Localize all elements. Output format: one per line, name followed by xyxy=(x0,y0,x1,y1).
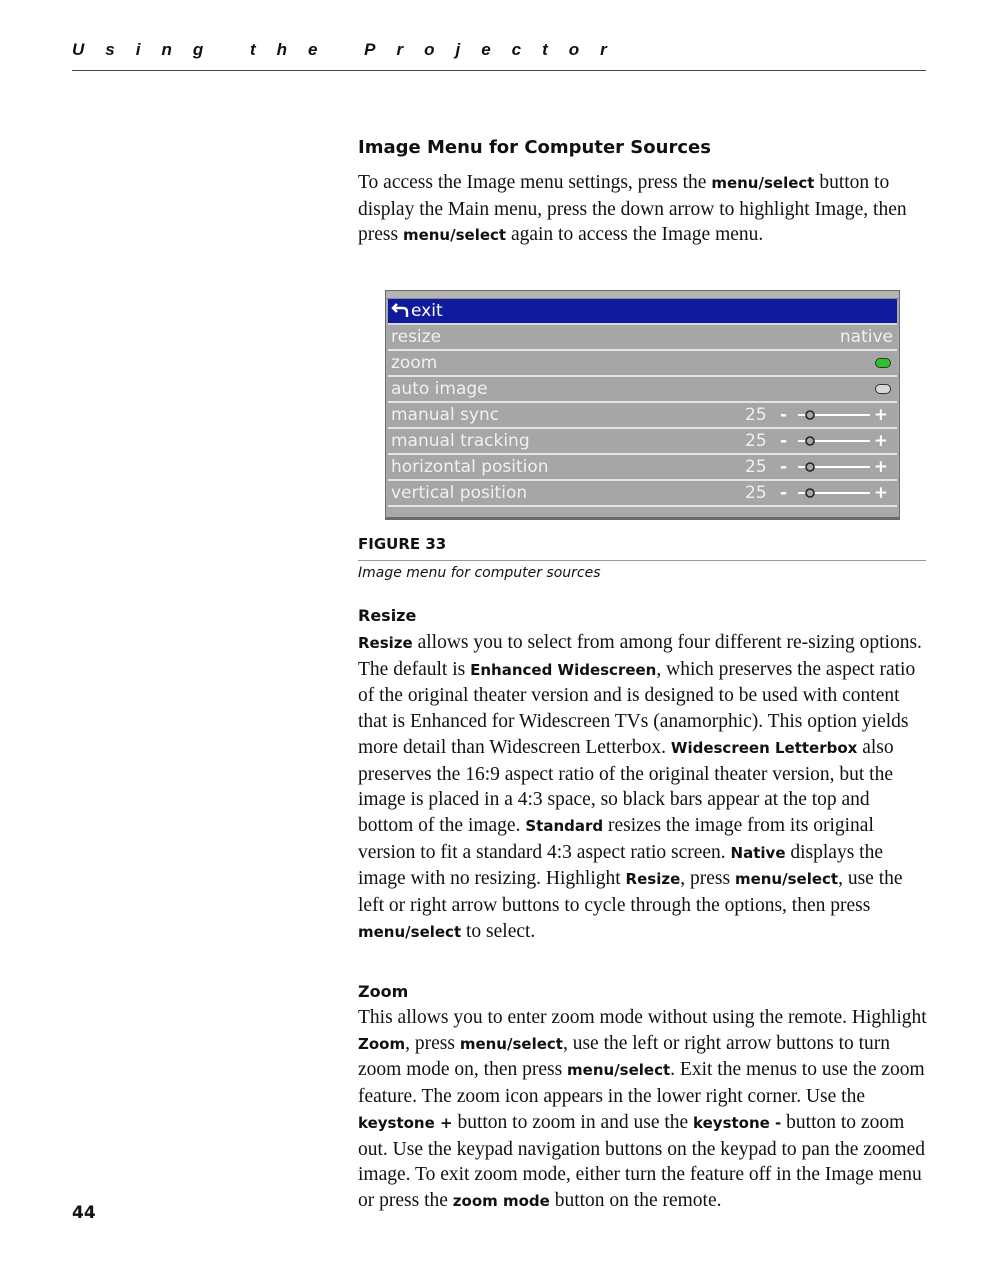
text-run: also preserves the 16:9 aspect ratio of the original theater version, but the image is placed in a 4:3 space, so black bars appear at the top and bottom of the image. xyxy=(358,736,894,836)
text-run: , use the left or right arrow buttons to cycle through the options, then press xyxy=(358,868,903,917)
slider-minus-label: - xyxy=(780,405,788,425)
text-run: This allows you to enter zoom mode without using the remote. Highlight xyxy=(358,1007,927,1028)
slider-minus-label: - xyxy=(780,457,788,477)
intro-paragraph xyxy=(358,170,928,249)
toggle-indicator-off[interactable] xyxy=(875,384,891,394)
text-run: . Exit the menus to use the zoom feature. The zoom icon appears in the lower right corner. Use the xyxy=(358,1059,925,1108)
menu-item-label: zoom xyxy=(391,353,438,373)
slider-plus-label: + xyxy=(873,405,888,425)
page-number: 44 xyxy=(72,1203,96,1223)
menu-item-exit[interactable] xyxy=(388,299,897,325)
text-run: button to display the Main menu, press the down arrow to highlight Image, then press xyxy=(358,172,907,246)
menu-item-manual-sync[interactable] xyxy=(388,403,897,429)
menu-item-manual-tracking[interactable] xyxy=(388,429,897,455)
text-run: allows you to select from among four different re-sizing options. The default is xyxy=(358,632,922,680)
menu-item-label: manual tracking xyxy=(391,431,530,451)
text-run: , press xyxy=(680,868,735,890)
text-run: displays the image with no resizing. Highlight xyxy=(358,841,883,890)
section-title: Image Menu for Computer Sources xyxy=(358,137,711,158)
text-run: , press xyxy=(405,1032,460,1054)
menu-item-label: exit xyxy=(411,301,443,321)
slider-plus-label: + xyxy=(873,431,888,451)
text-run: to select. xyxy=(461,920,536,942)
toggle-indicator-on[interactable] xyxy=(875,358,891,368)
header-rule xyxy=(72,70,926,71)
slider-plus-label: + xyxy=(873,483,888,503)
menu-item-value: 25 xyxy=(745,483,767,503)
key-term: Zoom xyxy=(358,1034,406,1053)
menu-item-value: 25 xyxy=(745,431,767,451)
text-run: , which preserves the aspect ratio of the original theater version and is designed to be used with content that is Enhanced for Widescreen TVs (anamorphic). This option yields more detail than Widescreen Letterbox. xyxy=(358,658,916,758)
figure-caption: Image menu for computer sources xyxy=(358,565,601,581)
menu-item-vertical-position[interactable] xyxy=(388,481,897,507)
figure-rule xyxy=(358,560,926,561)
slider-plus-label: + xyxy=(873,457,888,477)
text-run: resizes the image from its original version to fit a standard 4:3 aspect ratio screen. xyxy=(358,814,874,863)
key-term: menu/select xyxy=(459,1034,563,1053)
resize-paragraph xyxy=(358,630,928,945)
slider-minus-label: - xyxy=(780,483,788,503)
text-run: button to zoom in and use the xyxy=(452,1111,694,1133)
key-term: zoom mode xyxy=(452,1191,550,1210)
key-term: Enhanced Widescreen xyxy=(470,660,657,679)
slider-minus-label: - xyxy=(780,431,788,451)
menu-item-label: manual sync xyxy=(391,405,500,425)
text-run: button to zoom out. Use the keypad navigation buttons on the keypad to pan the zoomed image. To exit zoom mode, either turn the feature off in the Image menu or press the xyxy=(358,1111,925,1211)
key-term: menu/select xyxy=(358,922,462,941)
figure-label: FIGURE 33 xyxy=(358,535,447,553)
text-run: To access the Image menu settings, press the xyxy=(358,172,712,193)
return-arrow-icon xyxy=(391,301,411,321)
menu-item-resize[interactable] xyxy=(388,325,897,351)
key-term: Resize xyxy=(625,870,681,889)
key-term: menu/select xyxy=(402,226,507,245)
menu-item-value: native xyxy=(839,327,893,347)
text-run: button on the remote. xyxy=(549,1189,722,1211)
zoom-heading: Zoom xyxy=(358,982,409,1001)
slider[interactable] xyxy=(780,455,892,479)
key-term: Resize xyxy=(358,634,413,652)
running-head: Using the Projector xyxy=(72,40,628,59)
key-term: Standard xyxy=(525,816,604,835)
key-term: Native xyxy=(730,843,786,862)
key-term: menu/select xyxy=(711,174,815,192)
menu-item-label: auto image xyxy=(391,379,488,399)
key-term: Widescreen Letterbox xyxy=(670,738,858,757)
menu-item-label: vertical position xyxy=(391,483,528,503)
menu-item-value: 25 xyxy=(745,457,767,477)
menu-item-label: horizontal position xyxy=(391,457,549,477)
menu-item-horizontal-position[interactable] xyxy=(388,455,897,481)
menu-item-value: 25 xyxy=(745,405,767,425)
menu-item-zoom[interactable] xyxy=(388,351,897,377)
image-menu-osd xyxy=(385,290,900,518)
slider[interactable] xyxy=(780,481,892,505)
osd-top-bar xyxy=(386,291,899,299)
text-run: , use the left or right arrow buttons to turn zoom mode on, then press xyxy=(358,1032,891,1081)
menu-item-auto-image[interactable] xyxy=(388,377,897,403)
zoom-paragraph xyxy=(358,1005,928,1215)
key-term: keystone + xyxy=(358,1113,453,1132)
slider[interactable] xyxy=(780,429,892,453)
menu-item-label: resize xyxy=(391,327,442,347)
key-term: menu/select xyxy=(734,870,839,889)
key-term: keystone - xyxy=(693,1113,782,1132)
key-term: menu/select xyxy=(567,1061,671,1080)
slider[interactable] xyxy=(780,403,892,427)
resize-heading: Resize xyxy=(358,606,417,625)
text-run: again to access the Image menu. xyxy=(506,224,764,246)
